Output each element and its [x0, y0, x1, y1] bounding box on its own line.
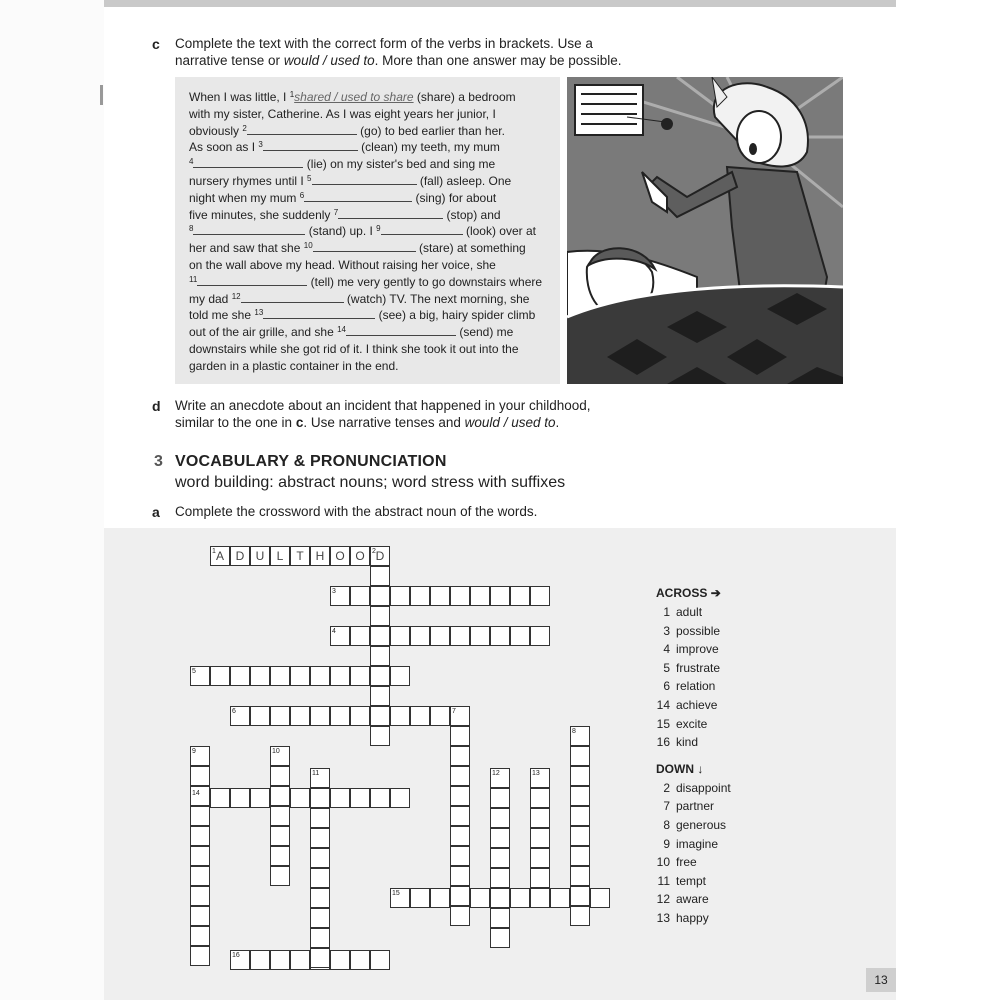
crossword-cell[interactable]	[450, 866, 470, 886]
gap-number: 1	[289, 90, 295, 99]
crossword-cell[interactable]	[270, 846, 290, 866]
crossword-cell[interactable]	[350, 950, 370, 970]
crossword-cell[interactable]	[190, 906, 210, 926]
clue-number: 8	[663, 817, 670, 832]
clue-number-15: 15	[392, 890, 400, 897]
part-c-instruction-line1: Complete the text with the correct form of the verbs in brackets. Use a	[175, 36, 593, 51]
crossword-cell[interactable]	[190, 826, 210, 846]
down-heading-text: DOWN	[656, 761, 694, 776]
story-text-run: (send) me	[456, 325, 514, 340]
section-title: VOCABULARY & PRONUNCIATION	[175, 453, 447, 470]
crossword-cell[interactable]	[370, 646, 390, 666]
crossword-cell[interactable]	[270, 826, 290, 846]
story-text-run: (fall) asleep. One	[416, 173, 512, 188]
clue-number-4: 4	[332, 628, 336, 635]
example-letter: O	[355, 549, 365, 563]
clue-list	[656, 584, 796, 928]
crossword-cell[interactable]	[270, 766, 290, 786]
clue-number-7: 7	[452, 708, 456, 715]
story-line: with my sister, Catherine. As I was eight years her junior, I	[189, 106, 496, 121]
crossword-cell[interactable]	[450, 846, 470, 866]
crossword-cell[interactable]	[370, 788, 390, 808]
clue-item	[656, 797, 796, 816]
part-d-letter: d	[152, 398, 161, 414]
example-letter: A	[215, 549, 224, 563]
crossword-cell[interactable]	[290, 706, 310, 726]
crossword-cell[interactable]	[210, 666, 230, 686]
crossword-cell[interactable]	[490, 788, 510, 808]
crossword-cell[interactable]	[350, 666, 370, 686]
crossword-cell[interactable]	[490, 626, 510, 646]
crossword-cell[interactable]	[370, 586, 390, 606]
example-letter: T	[296, 549, 304, 563]
crossword-cell[interactable]	[370, 626, 390, 646]
clue-number: 14	[656, 697, 670, 712]
clue-number: 15	[656, 716, 670, 731]
crossword-cell[interactable]	[370, 706, 390, 726]
crossword-cell[interactable]	[570, 806, 590, 826]
crossword-cell[interactable]	[250, 666, 270, 686]
example-letter: U	[255, 549, 265, 563]
instr-italic: would / used to	[283, 53, 375, 68]
story-text-run: (watch) TV. The next morning, she	[343, 291, 530, 306]
crossword-cell[interactable]	[230, 666, 250, 686]
story-text-run: (tell) me very gently to go downstairs where	[307, 274, 543, 289]
crossword-cell[interactable]	[450, 886, 470, 906]
crossword-cell[interactable]	[450, 586, 470, 606]
crossword-cell[interactable]	[330, 788, 350, 808]
story-text-run: five minutes, she suddenly	[189, 207, 334, 222]
crossword-cell[interactable]	[290, 950, 310, 970]
crossword-cell[interactable]	[370, 606, 390, 626]
crossword-cell[interactable]	[370, 666, 390, 686]
story-text-run: (share) a bedroom	[413, 90, 516, 104]
story-text-run: (go) to bed earlier than her.	[356, 123, 505, 138]
clue-item	[656, 640, 796, 659]
clue-word: possible	[676, 623, 721, 638]
crossword-cell[interactable]	[190, 866, 210, 886]
gap-number: 2	[242, 123, 247, 133]
gap-number: 7	[333, 207, 339, 217]
clue-word: tempt	[676, 873, 707, 888]
gap-number: 8	[189, 224, 194, 234]
clue-word: partner	[676, 799, 715, 814]
crossword-cell[interactable]	[310, 868, 330, 888]
crossword-cell[interactable]	[430, 586, 450, 606]
crossword-cell[interactable]	[310, 808, 330, 828]
crossword-cell[interactable]	[230, 788, 250, 808]
crossword-cell[interactable]	[390, 706, 410, 726]
clue-word: aware	[676, 892, 709, 907]
gap-number: 13	[254, 308, 264, 318]
clue-number-14: 14	[192, 790, 200, 797]
crossword-cell[interactable]	[270, 806, 290, 826]
clue-word: generous	[676, 817, 727, 832]
crossword-cell[interactable]	[570, 746, 590, 766]
story-text-run: (stare) at something	[415, 241, 526, 256]
clue-item	[656, 909, 796, 928]
crossword-cell[interactable]	[310, 908, 330, 928]
instr-text: .	[555, 415, 560, 430]
instr-text: . Use narrative tenses and	[303, 415, 465, 430]
clue-number-6: 6	[232, 708, 236, 715]
clue-number: 13	[656, 910, 670, 925]
crossword-cell[interactable]	[470, 626, 490, 646]
clue-number-3: 3	[332, 588, 336, 595]
instr-text: . More than one answer may be possible.	[374, 53, 622, 68]
clue-number-12: 12	[492, 770, 500, 777]
clue-number: 2	[663, 780, 670, 795]
page-number: 13	[866, 968, 896, 992]
clue-number: 1	[663, 605, 670, 619]
crossword-cell[interactable]	[350, 626, 370, 646]
crossword-cell[interactable]	[410, 706, 430, 726]
crossword-cell[interactable]	[310, 666, 330, 686]
down-clues	[656, 779, 796, 928]
clue-number: 6	[663, 679, 670, 694]
crossword-cell[interactable]	[490, 888, 510, 908]
story-text-run: her and saw that she	[189, 241, 304, 256]
crossword-cell[interactable]	[390, 626, 410, 646]
clue-item	[656, 603, 796, 622]
clue-item	[656, 715, 796, 734]
crossword-cell[interactable]	[490, 868, 510, 888]
crossword-cell[interactable]	[530, 626, 550, 646]
example-letter: H	[315, 549, 325, 563]
across-clues	[656, 603, 796, 752]
crossword-cell[interactable]	[530, 888, 550, 908]
story-text-run: (lie) on my sister's bed and sing me	[303, 157, 496, 172]
crossword-cell[interactable]	[190, 846, 210, 866]
clue-number: 16	[656, 735, 670, 750]
clue-number: 4	[663, 642, 670, 657]
crossword-cell[interactable]	[530, 828, 550, 848]
part-a-instruction: Complete the crossword with the abstract noun of the words.	[175, 504, 538, 519]
crossword-cell[interactable]	[330, 666, 350, 686]
right-arrow-icon: ➔	[710, 586, 721, 600]
gap-number: 5	[307, 173, 312, 183]
story-text-run: (stand) up. I	[305, 224, 377, 239]
crossword-cell[interactable]	[410, 626, 430, 646]
story-text-run: night when my mum	[189, 190, 300, 205]
example-letter: D	[375, 549, 385, 563]
gap-number: 10	[303, 241, 313, 251]
crossword-cell[interactable]	[470, 888, 490, 908]
clue-item	[656, 696, 796, 715]
clue-number-13: 13	[532, 770, 540, 777]
crossword-cell[interactable]	[370, 950, 390, 970]
clue-word: improve	[676, 642, 719, 657]
crossword-cell[interactable]	[270, 866, 290, 886]
crossword-cell[interactable]	[410, 888, 430, 908]
instr-italic: would / used to	[464, 415, 556, 430]
crossword-cell[interactable]	[450, 906, 470, 926]
clue-word: happy	[676, 910, 709, 925]
crossword-cell[interactable]	[390, 788, 410, 808]
down-heading	[656, 760, 796, 779]
crossword-cell[interactable]	[590, 888, 610, 908]
crossword-cell[interactable]	[550, 888, 570, 908]
story-text-run: out of the air grille, and she	[189, 325, 338, 340]
story-text-run: As soon as I	[189, 140, 259, 155]
crossword-cell[interactable]	[490, 908, 510, 928]
clue-item	[656, 890, 796, 909]
across-heading-text: ACROSS	[656, 586, 708, 600]
clue-number-5: 5	[192, 668, 196, 675]
clue-number-8: 8	[572, 728, 576, 735]
story-line: on the wall above my head. Without raising her voice, she	[189, 257, 496, 272]
gap-number: 9	[376, 224, 381, 234]
clue-item	[656, 779, 796, 798]
clue-item	[656, 853, 796, 872]
crossword-cell[interactable]	[350, 706, 370, 726]
clue-number: 12	[656, 892, 670, 907]
crossword-cell[interactable]	[430, 706, 450, 726]
instr-text: narrative tense or	[175, 53, 284, 68]
crossword-cell[interactable]	[530, 868, 550, 888]
story-text-run: (stop) and	[443, 207, 501, 222]
crossword-cell[interactable]	[570, 826, 590, 846]
crossword-cell[interactable]	[270, 666, 290, 686]
story-text-run: (sing) for about	[412, 190, 497, 205]
clue-item	[656, 622, 796, 641]
crossword-cell[interactable]	[310, 788, 330, 808]
crossword-cell[interactable]	[330, 950, 350, 970]
crossword-cell[interactable]	[450, 786, 470, 806]
crossword-cell[interactable]	[570, 766, 590, 786]
example-letter: O	[335, 549, 345, 563]
crossword-cell[interactable]	[270, 706, 290, 726]
clue-word: free	[676, 855, 697, 870]
clue-word: frustrate	[676, 660, 721, 675]
clue-word: adult	[676, 605, 703, 619]
crossword-cell[interactable]	[310, 928, 330, 948]
crossword-cell[interactable]	[250, 788, 270, 808]
crossword-cell[interactable]	[470, 586, 490, 606]
clue-number-9: 9	[192, 748, 196, 755]
section-subtitle: word building: abstract nouns; word stress with suffixes	[175, 474, 566, 491]
clue-number-10: 10	[272, 748, 280, 755]
section-number: 3	[154, 453, 163, 470]
gap-number: 3	[258, 140, 263, 150]
crossword-cell[interactable]	[330, 706, 350, 726]
crossword-cell[interactable]	[210, 788, 230, 808]
instr-text: similar to the one in	[175, 415, 296, 430]
crossword-cell[interactable]	[410, 586, 430, 606]
crossword-cell[interactable]	[570, 906, 590, 926]
across-heading	[656, 584, 796, 603]
clue-word: achieve	[676, 697, 718, 712]
crossword-cell[interactable]	[290, 666, 310, 686]
clue-number-11: 11	[312, 770, 320, 777]
gap-number: 4	[189, 157, 194, 167]
example-letter: L	[276, 549, 284, 563]
clue-item	[656, 677, 796, 696]
crossword-cell[interactable]	[350, 788, 370, 808]
crossword-cell[interactable]	[270, 786, 290, 806]
clue-number: 3	[663, 623, 670, 638]
story-text-run: (look) over at	[462, 224, 536, 239]
clue-item	[656, 733, 796, 752]
crossword-cell[interactable]	[570, 846, 590, 866]
clue-number: 9	[663, 836, 670, 851]
crossword-cell[interactable]	[310, 828, 330, 848]
crossword-cell[interactable]	[390, 586, 410, 606]
story-line: downstairs while she got rid of it. I think she took it out into the	[189, 341, 519, 356]
crossword-cell[interactable]	[510, 888, 530, 908]
crossword-cell[interactable]	[390, 666, 410, 686]
down-arrow-icon: ↓	[697, 761, 704, 776]
example-answer: shared / used to share	[294, 90, 414, 104]
crossword-cell[interactable]	[570, 786, 590, 806]
crossword-cell[interactable]	[570, 886, 590, 906]
story-line: garden in a plastic container in the end.	[189, 358, 399, 373]
crossword-cell[interactable]	[190, 946, 210, 966]
clue-number: 7	[663, 799, 670, 814]
story-text-run: (clean) my teeth, my mum	[357, 140, 500, 155]
gap-number: 11	[189, 274, 198, 284]
story-text-run: nursery rhymes until I	[189, 173, 308, 188]
part-c-letter: c	[152, 36, 160, 52]
clue-word: kind	[676, 735, 699, 750]
crossword-cell[interactable]	[430, 626, 450, 646]
crossword-cell[interactable]	[530, 586, 550, 606]
crossword-cell[interactable]	[450, 726, 470, 746]
crossword-cell[interactable]	[490, 586, 510, 606]
part-a-letter: a	[152, 504, 160, 520]
crossword-cell[interactable]	[310, 888, 330, 908]
gap-number: 12	[231, 291, 241, 301]
crossword-cell[interactable]	[250, 950, 270, 970]
crossword-cell[interactable]	[430, 888, 450, 908]
crossword-cell[interactable]	[490, 848, 510, 868]
crossword-cell[interactable]	[310, 706, 330, 726]
crossword-cell[interactable]	[490, 808, 510, 828]
clue-item	[656, 835, 796, 854]
crossword-cell[interactable]	[310, 848, 330, 868]
crossword-cell[interactable]	[310, 948, 330, 968]
crossword-cell[interactable]	[530, 808, 550, 828]
crossword-cell[interactable]	[270, 950, 290, 970]
clue-item	[656, 659, 796, 678]
crossword-cell[interactable]	[490, 928, 510, 948]
crossword-cell[interactable]	[450, 766, 470, 786]
clue-number-16: 16	[232, 952, 240, 959]
clue-word: relation	[676, 679, 716, 694]
crossword-cell[interactable]	[530, 848, 550, 868]
clue-word: excite	[676, 716, 708, 731]
crossword-cell[interactable]	[510, 626, 530, 646]
crossword-cell[interactable]	[290, 788, 310, 808]
story-text-run: obviously	[189, 123, 243, 138]
clue-word: disappoint	[676, 780, 731, 795]
crossword-cell[interactable]	[370, 686, 390, 706]
crossword-cell[interactable]	[570, 866, 590, 886]
clue-number-2: 2	[372, 548, 376, 555]
crossword-cell[interactable]	[370, 726, 390, 746]
clue-number: 10	[656, 855, 670, 870]
instr-bold: c	[295, 415, 304, 430]
crossword-cell[interactable]	[190, 766, 210, 786]
crossword-cell[interactable]	[510, 586, 530, 606]
story-text-run: my dad	[189, 291, 232, 306]
clue-number: 5	[663, 660, 670, 675]
part-d-line1: Write an anecdote about an incident that happened in your childhood,	[175, 398, 591, 413]
clue-number: 11	[657, 873, 670, 888]
crossword-cell[interactable]	[530, 788, 550, 808]
crossword-cell[interactable]	[190, 806, 210, 826]
crossword-cell[interactable]	[450, 806, 470, 826]
story-text-run: (see) a big, hairy spider climb	[375, 308, 536, 323]
crossword-cell[interactable]	[350, 586, 370, 606]
crossword-cell[interactable]	[490, 828, 510, 848]
example-letter: D	[235, 549, 245, 563]
crossword-cell[interactable]	[370, 566, 390, 586]
clue-number-1: 1	[212, 548, 216, 555]
clue-item	[656, 816, 796, 835]
clue-word: imagine	[676, 836, 719, 851]
crossword-cell[interactable]	[450, 626, 470, 646]
gap-number: 14	[337, 325, 346, 335]
gap-number: 6	[299, 190, 305, 200]
crossword-cell[interactable]	[450, 746, 470, 766]
crossword-cell[interactable]	[190, 886, 210, 906]
story-text-run: When I was little, I	[189, 90, 290, 104]
story-text-run: told me she	[189, 308, 255, 323]
crossword-cell[interactable]	[190, 926, 210, 946]
crossword-cell[interactable]	[250, 706, 270, 726]
crossword-cell[interactable]	[450, 826, 470, 846]
clue-item	[656, 872, 796, 891]
